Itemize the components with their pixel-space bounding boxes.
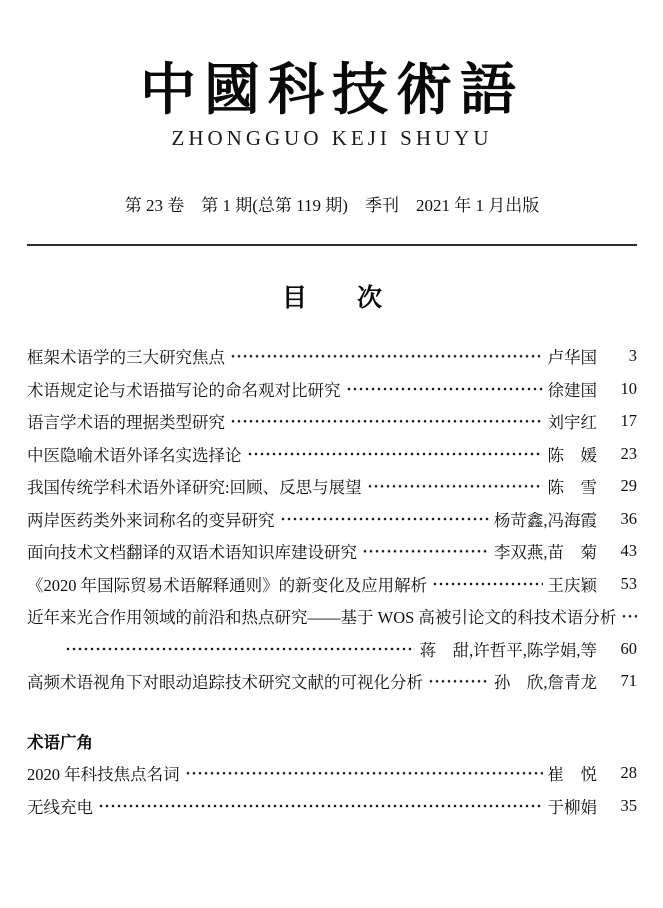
toc-entry [27, 568, 637, 601]
article-title: 两岸医药类外来词称名的变异研究 [27, 510, 275, 530]
toc-entry-wrapped-line2 [27, 633, 637, 666]
article-authors: 刘宇红 [547, 413, 597, 433]
dot-leader [346, 381, 543, 398]
article-title: 无线充电 [27, 797, 93, 817]
article-page-number: 60 [620, 638, 637, 658]
toc-entry [27, 405, 637, 438]
toc-entry [27, 535, 637, 568]
article-title: 高频术语视角下对眼动追踪技术研究文献的可视化分析 [27, 673, 423, 693]
article-title: 面向技术文档翻译的双语术语知识库建设研究 [27, 543, 357, 563]
toc-entry-wrapped-line1 [27, 600, 637, 633]
article-page-number: 17 [620, 411, 637, 431]
dot-leader [65, 641, 415, 658]
dot-leader [98, 798, 543, 815]
article-authors: 徐建国 [547, 380, 597, 400]
article-page-number: 43 [620, 541, 637, 561]
article-authors: 卢华国 [547, 348, 597, 368]
dot-leader [362, 543, 489, 560]
issue-info-line: 第 23 卷 第 1 期(总第 119 期) 季刊 2021 年 1 月出版 [124, 196, 540, 215]
article-title: 2020 年科技焦点名词 [27, 765, 180, 785]
article-authors: 杨苛鑫,冯海霞 [493, 510, 597, 530]
article-page-number: 71 [620, 671, 637, 691]
dot-leader [432, 576, 542, 593]
article-authors: 陈 雪 [547, 478, 597, 498]
article-title: 框架术语学的三大研究焦点 [27, 348, 225, 368]
article-page-number: 53 [620, 573, 637, 593]
article-title: 近年来光合作用领域的前沿和热点研究——基于 WOS 高被引论文的科技术语分析 [27, 608, 617, 628]
article-page-number: 35 [620, 795, 637, 815]
toc-list [27, 340, 637, 698]
article-title: 术语规定论与术语描写论的命名观对比研究 [27, 380, 341, 400]
toc-entry [27, 503, 637, 536]
article-page-number: 36 [620, 508, 637, 528]
article-authors: 李双燕,苗 菊 [493, 543, 597, 563]
dot-leader [621, 608, 637, 625]
article-title: 我国传统学科术语外译研究:回顾、反思与展望 [27, 478, 362, 498]
terms-corner-list [27, 757, 637, 822]
contents-heading: 目 次 [281, 284, 382, 312]
journal-title-chinese: 中國科技術語 [140, 60, 524, 122]
article-authors: 崔 悦 [547, 765, 597, 785]
toc-entry [27, 470, 637, 503]
article-authors: 王庆颖 [547, 575, 597, 595]
dot-leader [428, 673, 489, 690]
dot-leader [247, 446, 543, 463]
article-page-number: 29 [620, 476, 637, 496]
article-authors: 孙 欣,詹青龙 [493, 673, 597, 693]
toc-entry [27, 438, 637, 471]
toc-entry [27, 340, 637, 373]
toc-entry [27, 373, 637, 406]
dot-leader [367, 478, 543, 495]
dot-leader [230, 348, 543, 365]
article-title: 语言学术语的理据类型研究 [27, 413, 225, 433]
article-page-number: 28 [620, 763, 637, 783]
dot-leader [230, 413, 543, 430]
article-title: 《2020 年国际贸易术语解释通则》的新变化及应用解析 [27, 575, 428, 595]
dot-leader [280, 511, 489, 528]
section-heading-terms-corner: 术语广角 [27, 733, 93, 752]
article-page-number: 10 [620, 378, 637, 398]
article-authors: 陈 媛 [547, 445, 597, 465]
article-page-number: 23 [620, 443, 637, 463]
article-authors: 于柳娟 [547, 797, 597, 817]
toc-entry [27, 665, 637, 698]
journal-title-pinyin: ZHONGGUO KEJI SHUYU [171, 126, 493, 150]
article-authors: 蒋 甜,许哲平,陈学娟,等 [419, 640, 597, 660]
toc-entry [27, 790, 637, 823]
article-page-number: 3 [628, 346, 637, 366]
toc-entry [27, 757, 637, 790]
article-title: 中医隐喻术语外译名实选择论 [27, 445, 242, 465]
masthead-divider [27, 244, 637, 246]
dot-leader [185, 765, 543, 782]
